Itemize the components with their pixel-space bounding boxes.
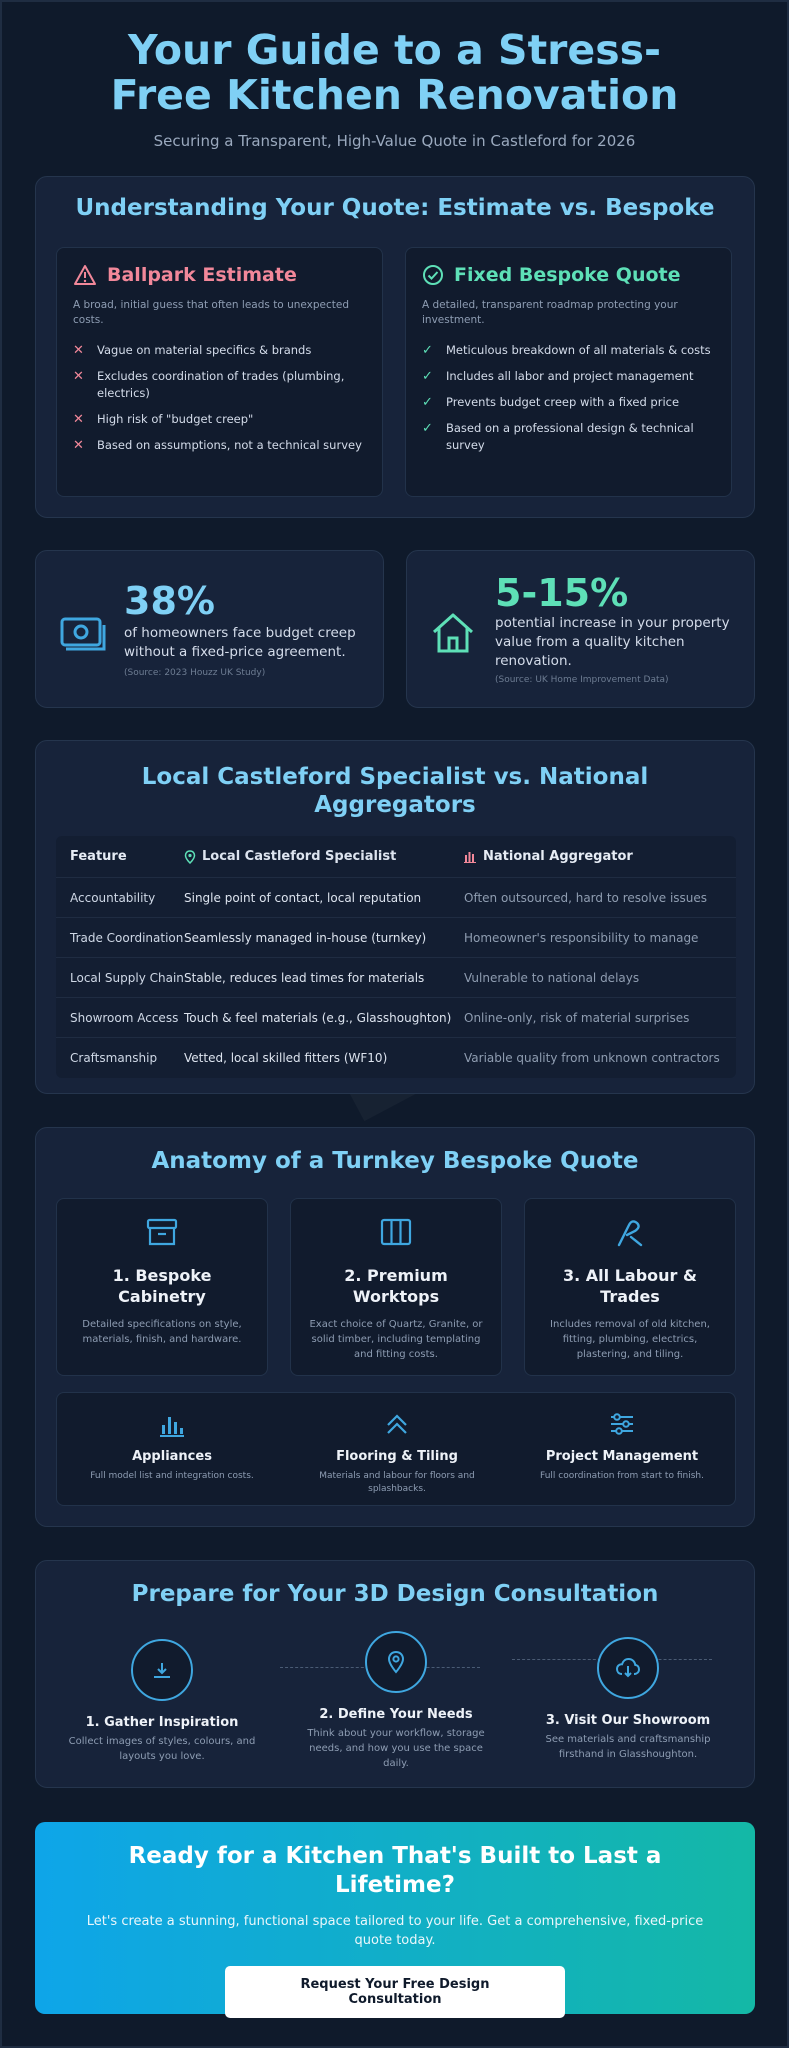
item-title: Project Management	[545, 1449, 699, 1464]
step-define-needs	[296, 1631, 496, 1771]
list-item-text: Vague on material specifics & brands	[97, 343, 312, 357]
list-item-text: Meticulous breakdown of all materials & costs	[446, 343, 711, 357]
item-desc: Full coordination from start to finish.	[540, 1471, 704, 1481]
card-title: 1. Bespoke Cabinetry	[112, 1266, 212, 1306]
table-cell: Vulnerable to national delays	[464, 970, 640, 985]
list-item-text: Excludes coordination of trades (plumbing, electrics)	[97, 369, 345, 400]
warning-triangle-icon	[73, 264, 97, 286]
column-header-label: National Aggregator	[483, 849, 633, 864]
table-row	[56, 918, 736, 958]
list-item	[73, 437, 366, 454]
ballpark-estimate-card	[56, 247, 383, 497]
appliance-chart-icon	[157, 1409, 187, 1439]
list-item	[73, 342, 366, 359]
page-subtitle: Securing a Transparent, High-Value Quote in Castleford for 2026	[153, 132, 636, 150]
cross-icon: ✕	[73, 369, 84, 384]
home-icon	[429, 609, 477, 657]
table-cell: Showroom Access	[70, 1010, 179, 1025]
location-pin-icon	[184, 850, 196, 864]
list-item	[422, 342, 715, 359]
request-consultation-button[interactable]: Request Your Free Design Consultation	[225, 1966, 565, 2018]
table-cell: Seamlessly managed in-house (turnkey)	[184, 930, 427, 945]
cross-icon: ✕	[73, 412, 84, 427]
step-icon-circle	[597, 1637, 659, 1699]
table-cell: Variable quality from unknown contractors	[464, 1051, 720, 1065]
card-desc: Detailed specifications on style, materials, finish, and hardware.	[82, 1319, 242, 1345]
table-cell: Single point of contact, local reputation	[184, 890, 422, 905]
page-header	[0, 28, 789, 150]
ballpark-estimate-list	[73, 342, 366, 454]
location-pin-icon	[385, 1650, 407, 1674]
item-title: Flooring & Tiling	[336, 1449, 458, 1464]
page-title: Your Guide to a Stress-Free Kitchen Renovation	[110, 26, 679, 119]
stat-source: (Source: 2023 Houzz UK Study)	[124, 668, 266, 678]
cabinetry-card	[56, 1198, 268, 1376]
check-icon: ✓	[422, 343, 433, 358]
table-cell: Touch & feel materials (e.g., Glasshoughton)	[184, 1010, 452, 1025]
stat-description: of homeowners face budget creep without a fixed-price agreement.	[124, 625, 356, 660]
anatomy-extras-row	[56, 1392, 736, 1506]
appliances-item	[67, 1409, 277, 1483]
cloud-download-icon	[615, 1656, 641, 1680]
step-visit-showroom	[528, 1637, 728, 1762]
cta-description: Let's create a stunning, functional space tailored to your life. Get a comprehensive, fixed-price quote today.	[86, 1914, 704, 1948]
project-management-item	[517, 1409, 727, 1483]
step-gather-inspiration	[62, 1639, 262, 1764]
list-item	[422, 420, 715, 454]
table-header-row	[56, 836, 736, 878]
anatomy-section	[35, 1127, 755, 1527]
flooring-tiling-item	[292, 1409, 502, 1496]
card-desc: Includes removal of old kitchen, fitting, plumbing, electrics, plastering, and tiling.	[550, 1319, 710, 1360]
table-cell: Accountability	[70, 890, 156, 905]
table-cell: Homeowner's responsibility to manage	[464, 930, 699, 945]
list-item-text: High risk of "budget creep"	[97, 412, 254, 426]
table-row	[56, 998, 736, 1038]
quote-comparison-section	[35, 176, 755, 518]
labour-trades-card	[524, 1198, 736, 1376]
cross-icon: ✕	[73, 438, 84, 453]
item-title: Appliances	[132, 1449, 212, 1464]
item-desc: Materials and labour for floors and splashbacks.	[319, 1471, 475, 1494]
archive-box-icon	[145, 1215, 179, 1249]
stat-value: 5-15%	[495, 571, 629, 615]
fixed-bespoke-quote-header	[422, 264, 715, 286]
fixed-bespoke-quote-title: Fixed Bespoke Quote	[454, 264, 681, 286]
fixed-bespoke-quote-desc: A detailed, transparent roadmap protecting your investment.	[422, 299, 678, 326]
cross-icon: ✕	[73, 343, 84, 358]
check-circle-icon	[422, 264, 444, 286]
list-item-text: Includes all labor and project management	[446, 369, 694, 383]
fixed-bespoke-quote-list	[422, 342, 715, 454]
consultation-prep-section	[35, 1560, 755, 1788]
column-header	[184, 849, 464, 864]
table-row	[56, 958, 736, 998]
step-title: 1. Gather Inspiration	[85, 1715, 239, 1730]
table-cell: Craftsmanship	[70, 1051, 158, 1065]
table-cell: Local Supply Chain	[70, 970, 184, 985]
column-header	[464, 849, 736, 864]
step-title: 3. Visit Our Showroom	[545, 1713, 711, 1728]
specialist-comparison-section	[35, 740, 755, 1094]
table-cell: Online-only, risk of material surprises	[464, 1010, 690, 1025]
list-item	[422, 368, 715, 385]
inspiration-icon	[150, 1658, 174, 1682]
list-item-text: Based on a professional design & technical survey	[446, 421, 694, 452]
step-icon-circle	[365, 1631, 427, 1693]
building-icon	[464, 850, 477, 863]
comparison-title: Local Castleford Specialist vs. National Aggregators	[141, 764, 649, 818]
step-desc: See materials and craftsmanship firsthand in Glasshoughton.	[545, 1734, 711, 1760]
stat-value: 38%	[124, 579, 215, 623]
table-cell: Vetted, local skilled fitters (WF10)	[184, 1051, 388, 1065]
call-to-action-banner	[35, 1822, 755, 2014]
table-cell: Stable, reduces lead times for materials	[184, 970, 425, 985]
list-item-text: Based on assumptions, not a technical survey	[97, 438, 362, 452]
worktops-card	[290, 1198, 502, 1376]
cta-title: Ready for a Kitchen That's Built to Last a Lifetime?	[128, 1843, 662, 1898]
property-value-stat-card	[406, 550, 755, 708]
card-title: 2. Premium Worktops	[344, 1266, 448, 1306]
list-item	[73, 411, 366, 428]
table-row	[56, 878, 736, 918]
sliders-icon	[607, 1409, 637, 1439]
table-row	[56, 1038, 736, 1078]
tools-icon	[613, 1215, 647, 1249]
table-cell: Often outsourced, hard to resolve issues	[464, 890, 708, 905]
check-icon: ✓	[422, 421, 433, 436]
list-item	[422, 394, 715, 411]
table-cell: Trade Coordination	[70, 930, 184, 945]
cash-icon	[58, 609, 106, 657]
columns-icon	[379, 1215, 413, 1249]
chevrons-up-icon	[382, 1409, 412, 1439]
stat-description: potential increase in your property value from a quality kitchen renovation.	[495, 615, 730, 669]
list-item	[73, 368, 366, 402]
ballpark-estimate-header	[73, 264, 366, 286]
budget-creep-stat-card	[35, 550, 384, 708]
fixed-bespoke-quote-card	[405, 247, 732, 497]
step-title: 2. Define Your Needs	[319, 1707, 473, 1722]
card-title: 3. All Labour & Trades	[563, 1266, 697, 1306]
step-desc: Think about your workflow, storage needs, and how you use the space daily.	[307, 1728, 485, 1769]
check-icon: ✓	[422, 395, 433, 410]
prepare-title: Prepare for Your 3D Design Consultation	[131, 1581, 659, 1607]
step-icon-circle	[131, 1639, 193, 1701]
anatomy-title: Anatomy of a Turnkey Bespoke Quote	[151, 1148, 639, 1174]
item-desc: Full model list and integration costs.	[90, 1471, 254, 1481]
check-icon: ✓	[422, 369, 433, 384]
ballpark-estimate-desc: A broad, initial guess that often leads to unexpected costs.	[73, 299, 350, 326]
column-header: Feature	[70, 849, 127, 864]
column-header-label: Local Castleford Specialist	[202, 849, 397, 864]
card-desc: Exact choice of Quartz, Granite, or solid timber, including templating and fitting costs.	[309, 1319, 483, 1360]
ballpark-estimate-title: Ballpark Estimate	[107, 264, 297, 286]
step-desc: Collect images of styles, colours, and layouts you love.	[68, 1736, 256, 1762]
list-item-text: Prevents budget creep with a fixed price	[446, 395, 680, 409]
quote-section-title: Understanding Your Quote: Estimate vs. Bespoke	[75, 195, 715, 221]
comparison-table	[56, 836, 736, 1078]
stat-source: (Source: UK Home Improvement Data)	[495, 675, 669, 685]
